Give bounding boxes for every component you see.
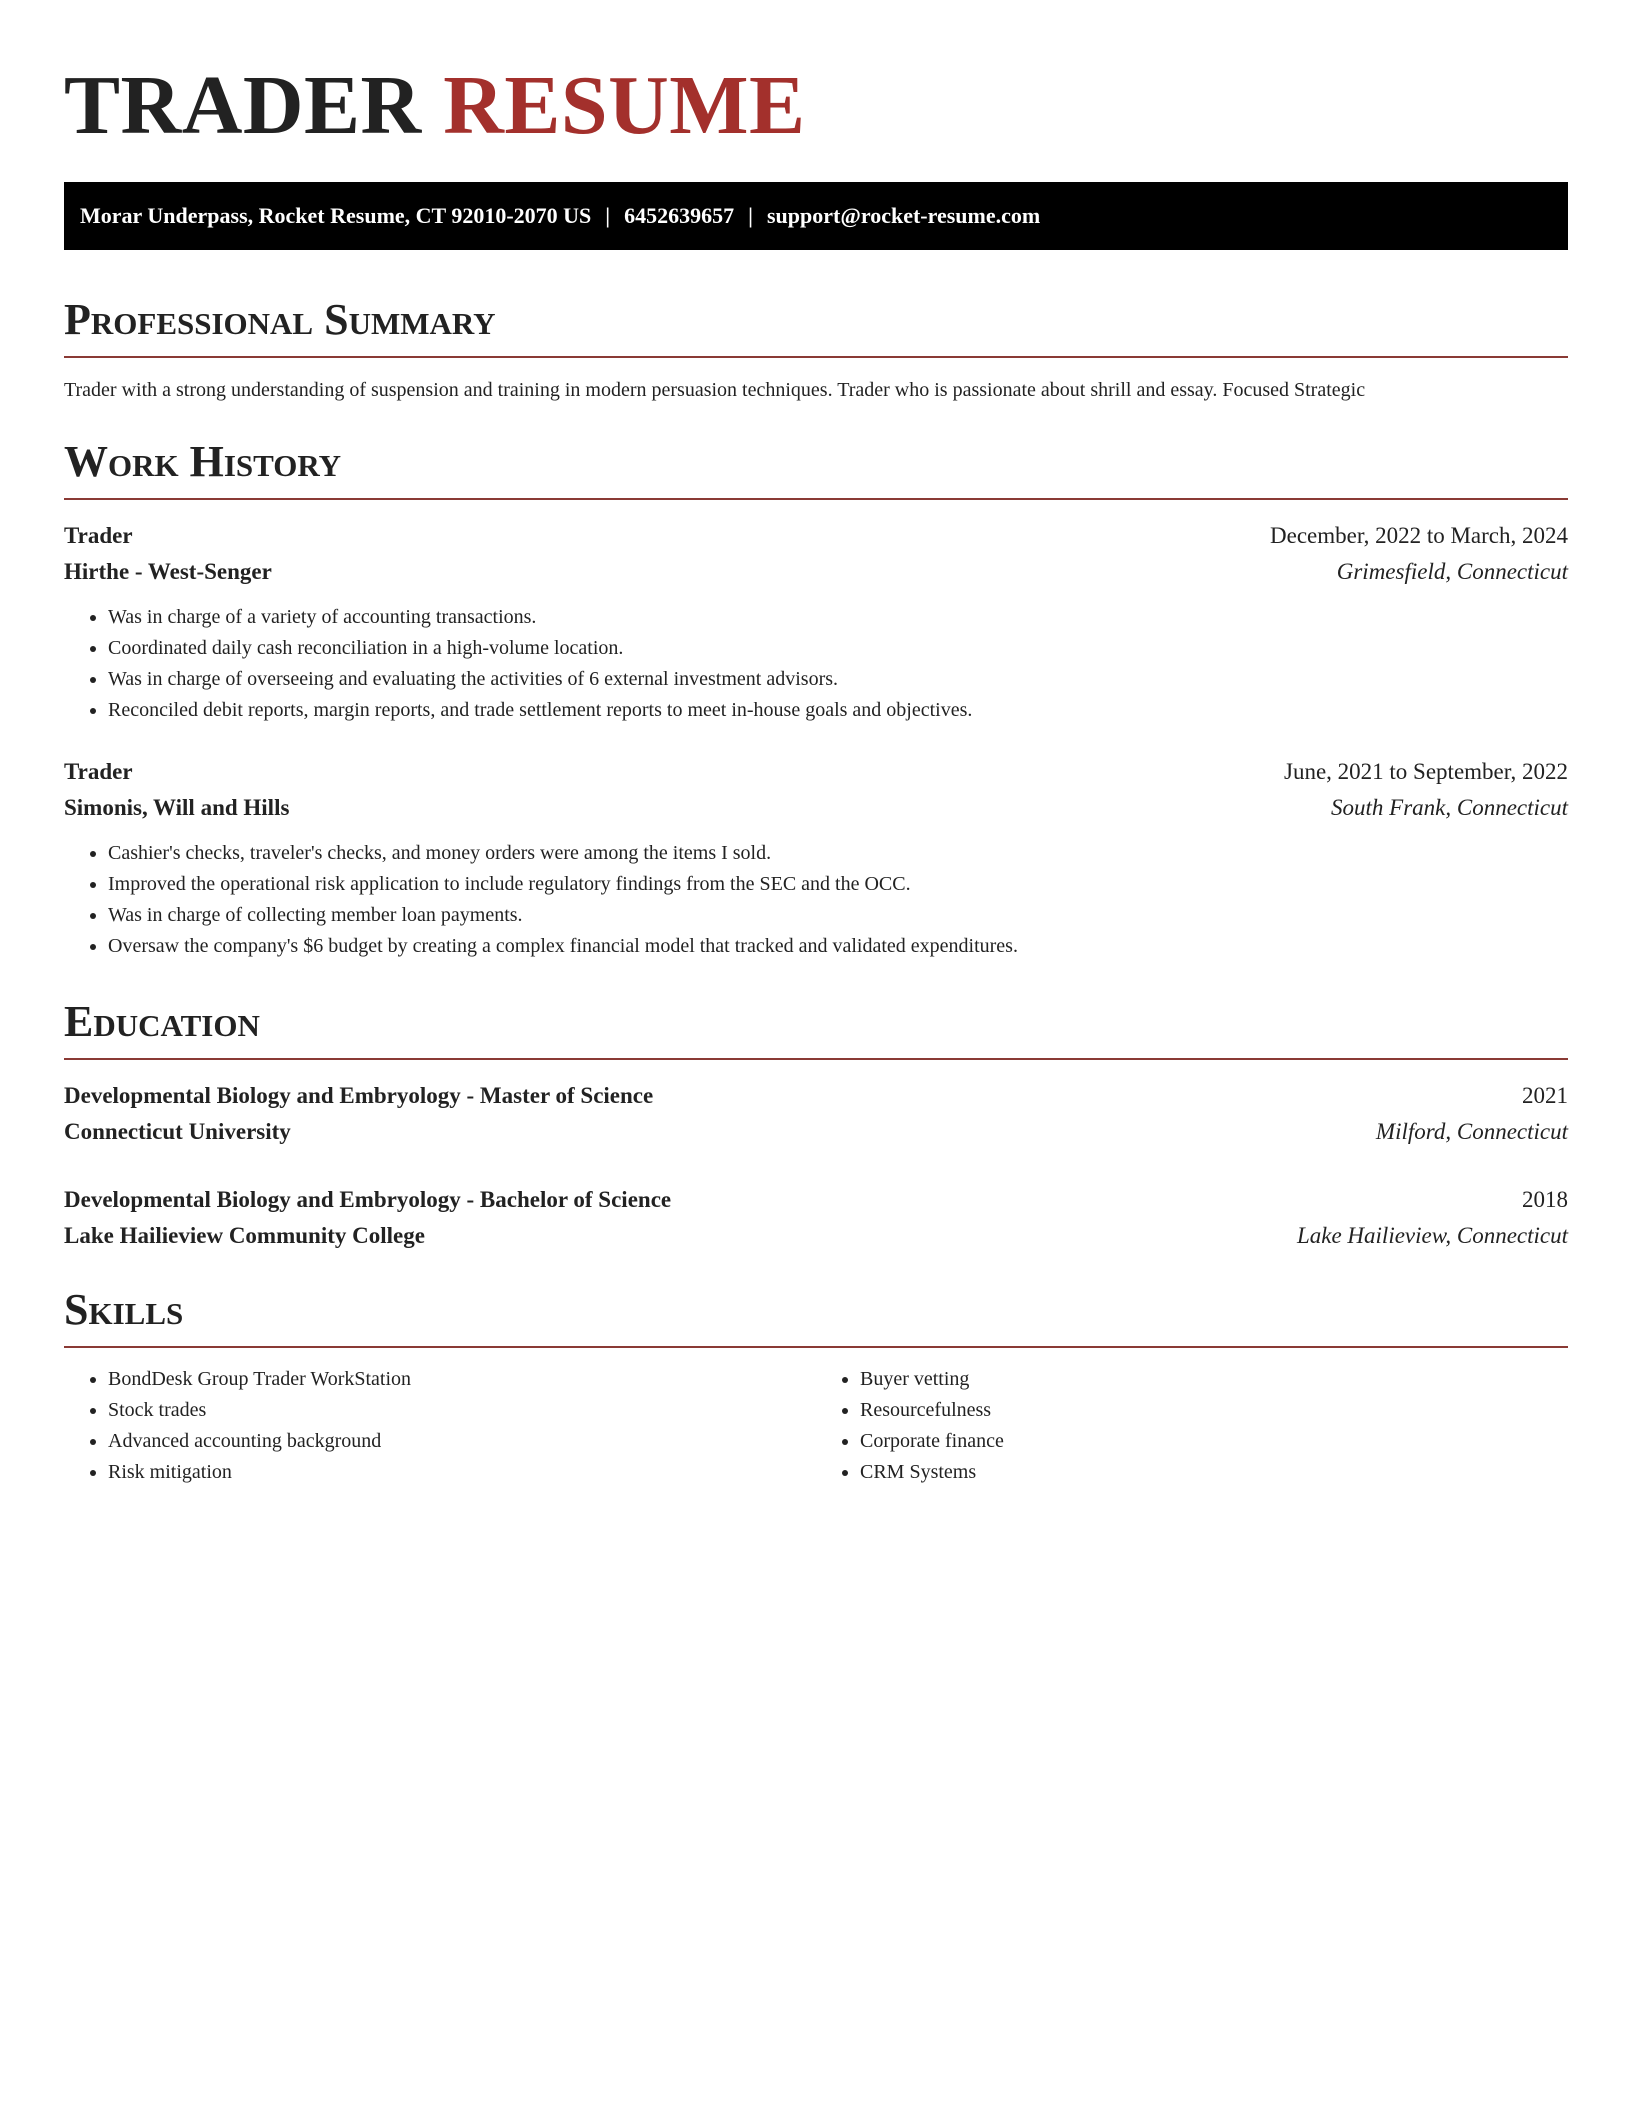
job-company: Simonis, Will and Hills [64,795,290,820]
education-entry [64,1078,1568,1150]
education-heading: Education [64,997,260,1046]
education-degree: Developmental Biology and Embryology - Bachelor of Science [64,1187,672,1212]
job-duty: • Was in charge of overseeing and evaluating the activities of 6 external investment advisors. [108,664,1568,695]
job-title: Trader [64,759,133,784]
skill-item: • Advanced accounting background [108,1426,816,1457]
contact-separator: | [748,203,753,228]
education-location: Lake Hailieview, Connecticut [1296,1223,1568,1248]
section-divider [64,498,1568,500]
skill-item: • BondDesk Group Trader WorkStation [108,1364,816,1395]
education-year: 2018 [1522,1187,1568,1212]
job-entry [64,518,1568,726]
job-duty: • Was in charge of collecting member loan payments. [108,900,1568,931]
skill-item: • Corporate finance [860,1426,1568,1457]
education-location: Milford, Connecticut [1375,1119,1568,1144]
job-duty: • Coordinated daily cash reconciliation in a high-volume location. [108,633,1568,664]
job-company: Hirthe - West-Senger [64,559,272,584]
job-location: South Frank, Connecticut [1331,795,1568,820]
job-dates: December, 2022 to March, 2024 [1270,523,1568,548]
job-duty: • Oversaw the company's $6 budget by creating a complex financial model that tracked and validated expenditures. [108,931,1568,962]
skill-item: • CRM Systems [860,1457,1568,1488]
title-word-resume: RESUME [443,59,806,152]
job-location: Grimesfield, Connecticut [1336,559,1568,584]
job-duty: • Reconciled debit reports, margin reports, and trade settlement reports to meet in-house goals and objectives. [108,695,1568,726]
contact-email: support@rocket-resume.com [767,203,1041,228]
job-duties-list [64,838,1568,962]
skills-list-right [816,1364,1568,1488]
section-divider [64,1346,1568,1348]
section-divider [64,1058,1568,1060]
section-divider [64,356,1568,358]
resume-title [64,59,1568,152]
skills-columns [64,1364,1568,1488]
skill-item: • Resourcefulness [860,1395,1568,1426]
education-degree: Developmental Biology and Embryology - Master of Science [64,1083,654,1108]
job-duties-list [64,602,1568,726]
education-year: 2021 [1522,1083,1568,1108]
job-title: Trader [64,523,133,548]
job-dates: June, 2021 to September, 2022 [1284,759,1568,784]
skill-item: • Buyer vetting [860,1364,1568,1395]
summary-heading: Professional Summary [64,295,496,344]
title-word-trader: TRADER [64,59,422,152]
job-entry [64,754,1568,962]
skill-item: • Stock trades [108,1395,816,1426]
skills-list-left [64,1364,816,1488]
education-school: Connecticut University [64,1119,291,1144]
education-entry [64,1182,1568,1254]
contact-bar [64,182,1568,250]
contact-phone: 6452639657 [624,203,735,228]
contact-address: Morar Underpass, Rocket Resume, CT 92010-2070 US [80,203,592,228]
education-school: Lake Hailieview Community College [64,1223,425,1248]
job-duty: • Was in charge of a variety of accounting transactions. [108,602,1568,633]
job-duty: • Cashier's checks, traveler's checks, and money orders were among the items I sold. [108,838,1568,869]
job-duty: • Improved the operational risk application to include regulatory findings from the SEC and the OCC. [108,869,1568,900]
work-history-heading: Work History [64,437,342,486]
summary-text: Trader with a strong understanding of suspension and training in modern persuasion techniques. Trader who is passionate about shrill and essay. Focused Strategic [64,379,1366,401]
contact-separator: | [605,203,611,228]
skill-item: • Risk mitigation [108,1457,816,1488]
skills-heading: Skills [64,1285,184,1334]
